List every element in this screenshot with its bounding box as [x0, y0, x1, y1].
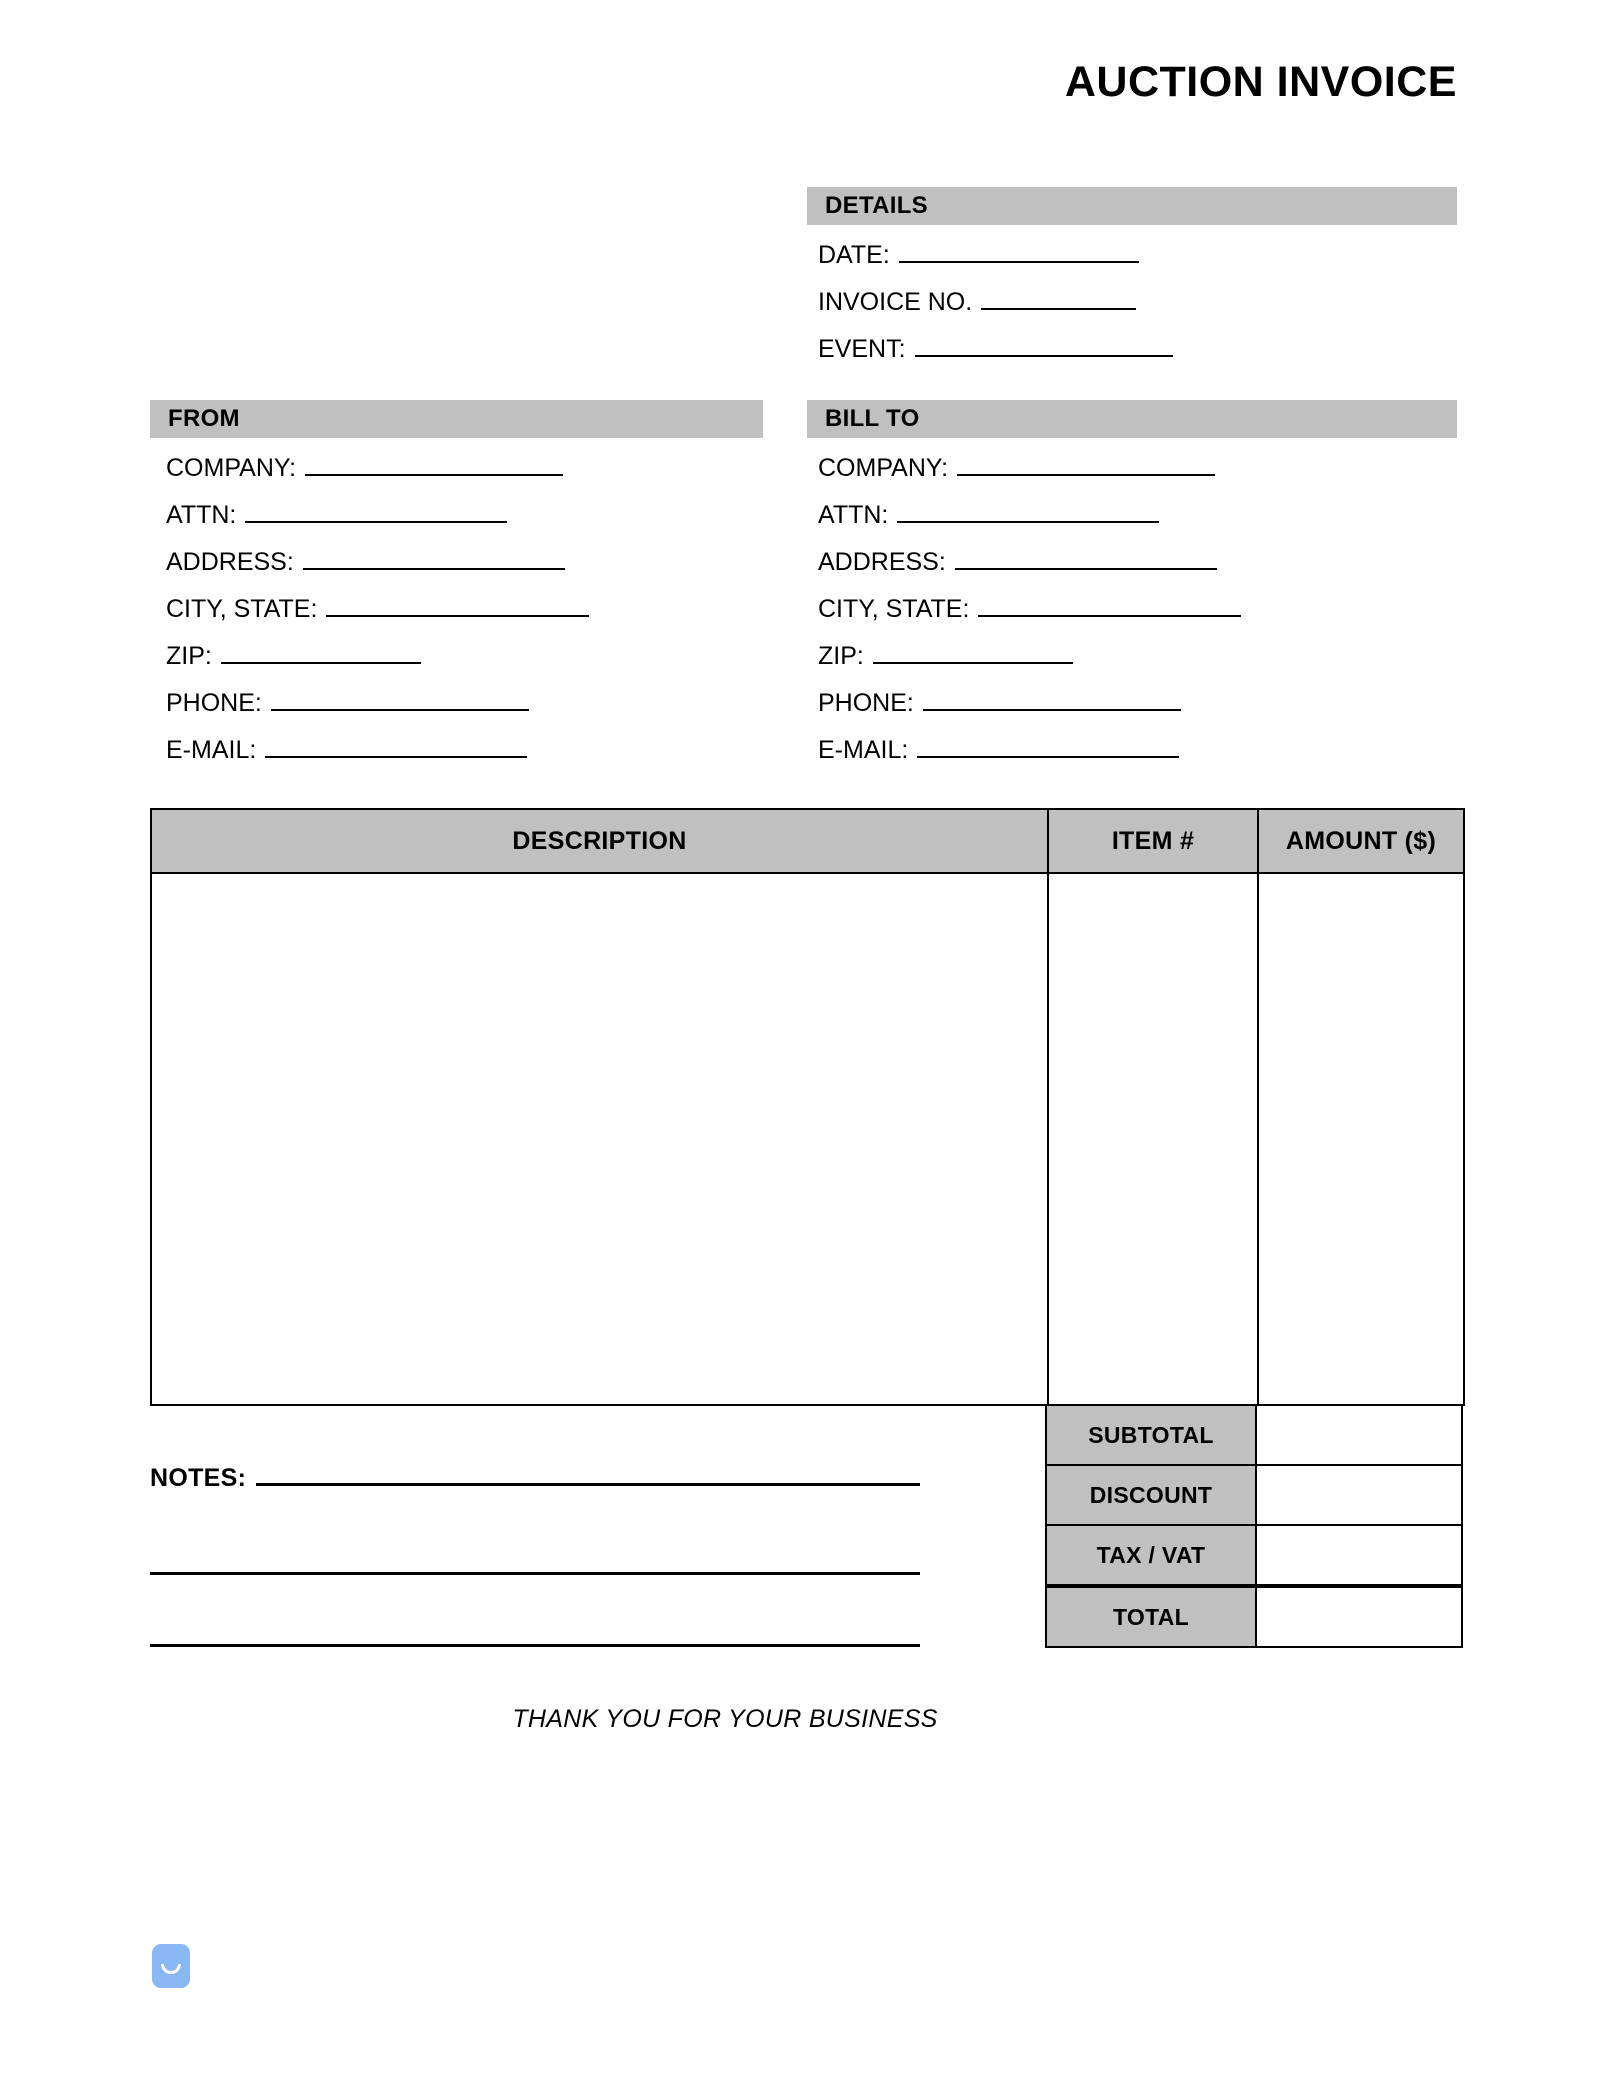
total-value[interactable]: [1256, 1586, 1462, 1647]
from-input-line[interactable]: [265, 729, 527, 758]
notes-first-line: [150, 1455, 920, 1503]
bill-to-input-line[interactable]: [957, 447, 1215, 476]
column-header-amount: AMOUNT ($): [1258, 809, 1464, 873]
bill-to-field-row: [818, 633, 1241, 680]
bill-to-label: ATTN:: [818, 501, 889, 529]
from-field-row: [166, 492, 589, 539]
bill-to-input-line[interactable]: [978, 588, 1241, 617]
bill-to-input-line[interactable]: [917, 729, 1179, 758]
details-section-header: [807, 187, 1457, 225]
details-input-line[interactable]: [981, 281, 1136, 310]
totals-row-subtotal: [1046, 1405, 1462, 1465]
bill-to-input-line[interactable]: [955, 541, 1217, 570]
line-items-table: [150, 808, 1465, 1406]
bill-to-input-line[interactable]: [923, 682, 1181, 711]
from-heading-label: FROM: [168, 405, 240, 432]
details-label: DATE:: [818, 241, 890, 269]
details-field-list: [818, 232, 1173, 373]
discount-label: DISCOUNT: [1046, 1465, 1256, 1525]
from-field-row: [166, 680, 589, 727]
notes-write-line-2[interactable]: [150, 1572, 920, 1575]
from-input-line[interactable]: [326, 588, 589, 617]
from-field-row: [166, 633, 589, 680]
from-field-row: [166, 445, 589, 492]
from-label: PHONE:: [166, 689, 262, 717]
details-field-row: [818, 232, 1173, 279]
totals-row-total: [1046, 1586, 1462, 1647]
bill-to-label: E-MAIL:: [818, 736, 909, 764]
from-field-row: [166, 586, 589, 633]
notes-section: [150, 1455, 920, 1647]
bill-to-input-line[interactable]: [897, 494, 1159, 523]
bill-to-heading-label: BILL TO: [825, 405, 920, 432]
column-header-item-number: ITEM #: [1048, 809, 1258, 873]
from-input-line[interactable]: [245, 494, 507, 523]
from-label: E-MAIL:: [166, 736, 257, 764]
table-row: [151, 873, 1464, 1405]
details-field-row: [818, 326, 1173, 373]
from-input-line[interactable]: [305, 447, 563, 476]
subtotal-label: SUBTOTAL: [1046, 1405, 1256, 1465]
from-label: ZIP:: [166, 642, 212, 670]
details-input-line[interactable]: [915, 328, 1173, 357]
bill-to-input-line[interactable]: [873, 635, 1073, 664]
tax-vat-value[interactable]: [1256, 1525, 1462, 1586]
totals-row-discount: [1046, 1465, 1462, 1525]
subtotal-value[interactable]: [1256, 1405, 1462, 1465]
bill-to-label: PHONE:: [818, 689, 914, 717]
description-entry-area[interactable]: [151, 873, 1048, 1405]
bill-to-field-row: [818, 492, 1241, 539]
from-field-row: [166, 539, 589, 586]
details-heading-label: DETAILS: [825, 192, 928, 219]
total-label: TOTAL: [1046, 1586, 1256, 1647]
totals-table: [1045, 1404, 1463, 1648]
bill-to-label: COMPANY:: [818, 454, 949, 482]
discount-value[interactable]: [1256, 1465, 1462, 1525]
from-label: ATTN:: [166, 501, 237, 529]
bill-to-field-row: [818, 445, 1241, 492]
tax-vat-label: TAX / VAT: [1046, 1525, 1256, 1586]
notes-write-line-1[interactable]: [256, 1455, 920, 1486]
details-input-line[interactable]: [899, 234, 1139, 263]
from-input-line[interactable]: [303, 541, 565, 570]
amount-entry-area[interactable]: [1258, 873, 1464, 1405]
bill-to-field-row: [818, 727, 1241, 774]
bill-to-field-row: [818, 680, 1241, 727]
from-field-row: [166, 727, 589, 774]
smile-square-icon: [152, 1944, 190, 1988]
bill-to-label: ADDRESS:: [818, 548, 946, 576]
from-input-line[interactable]: [271, 682, 529, 711]
details-field-row: [818, 279, 1173, 326]
from-field-list: [166, 445, 589, 774]
from-section-header: [150, 400, 763, 438]
from-label: COMPANY:: [166, 454, 297, 482]
bill-to-section-header: [807, 400, 1457, 438]
notes-label: NOTES:: [150, 1464, 247, 1492]
column-header-description: DESCRIPTION: [151, 809, 1048, 873]
page-title: AUCTION INVOICE: [1064, 58, 1457, 106]
thank-you-message: THANK YOU FOR YOUR BUSINESS: [512, 1705, 938, 1733]
smile-arc-icon: [161, 1964, 181, 1974]
from-label: CITY, STATE:: [166, 595, 318, 623]
bill-to-field-list: [818, 445, 1241, 774]
notes-write-line-3[interactable]: [150, 1644, 920, 1647]
bill-to-field-row: [818, 539, 1241, 586]
from-input-line[interactable]: [221, 635, 421, 664]
details-label: EVENT:: [818, 335, 906, 363]
bill-to-field-row: [818, 586, 1241, 633]
bill-to-label: CITY, STATE:: [818, 595, 970, 623]
item-number-entry-area[interactable]: [1048, 873, 1258, 1405]
details-label: INVOICE NO.: [818, 288, 973, 316]
bill-to-label: ZIP:: [818, 642, 864, 670]
from-label: ADDRESS:: [166, 548, 294, 576]
table-header-row: [151, 809, 1464, 873]
totals-row-tax-vat: [1046, 1525, 1462, 1586]
